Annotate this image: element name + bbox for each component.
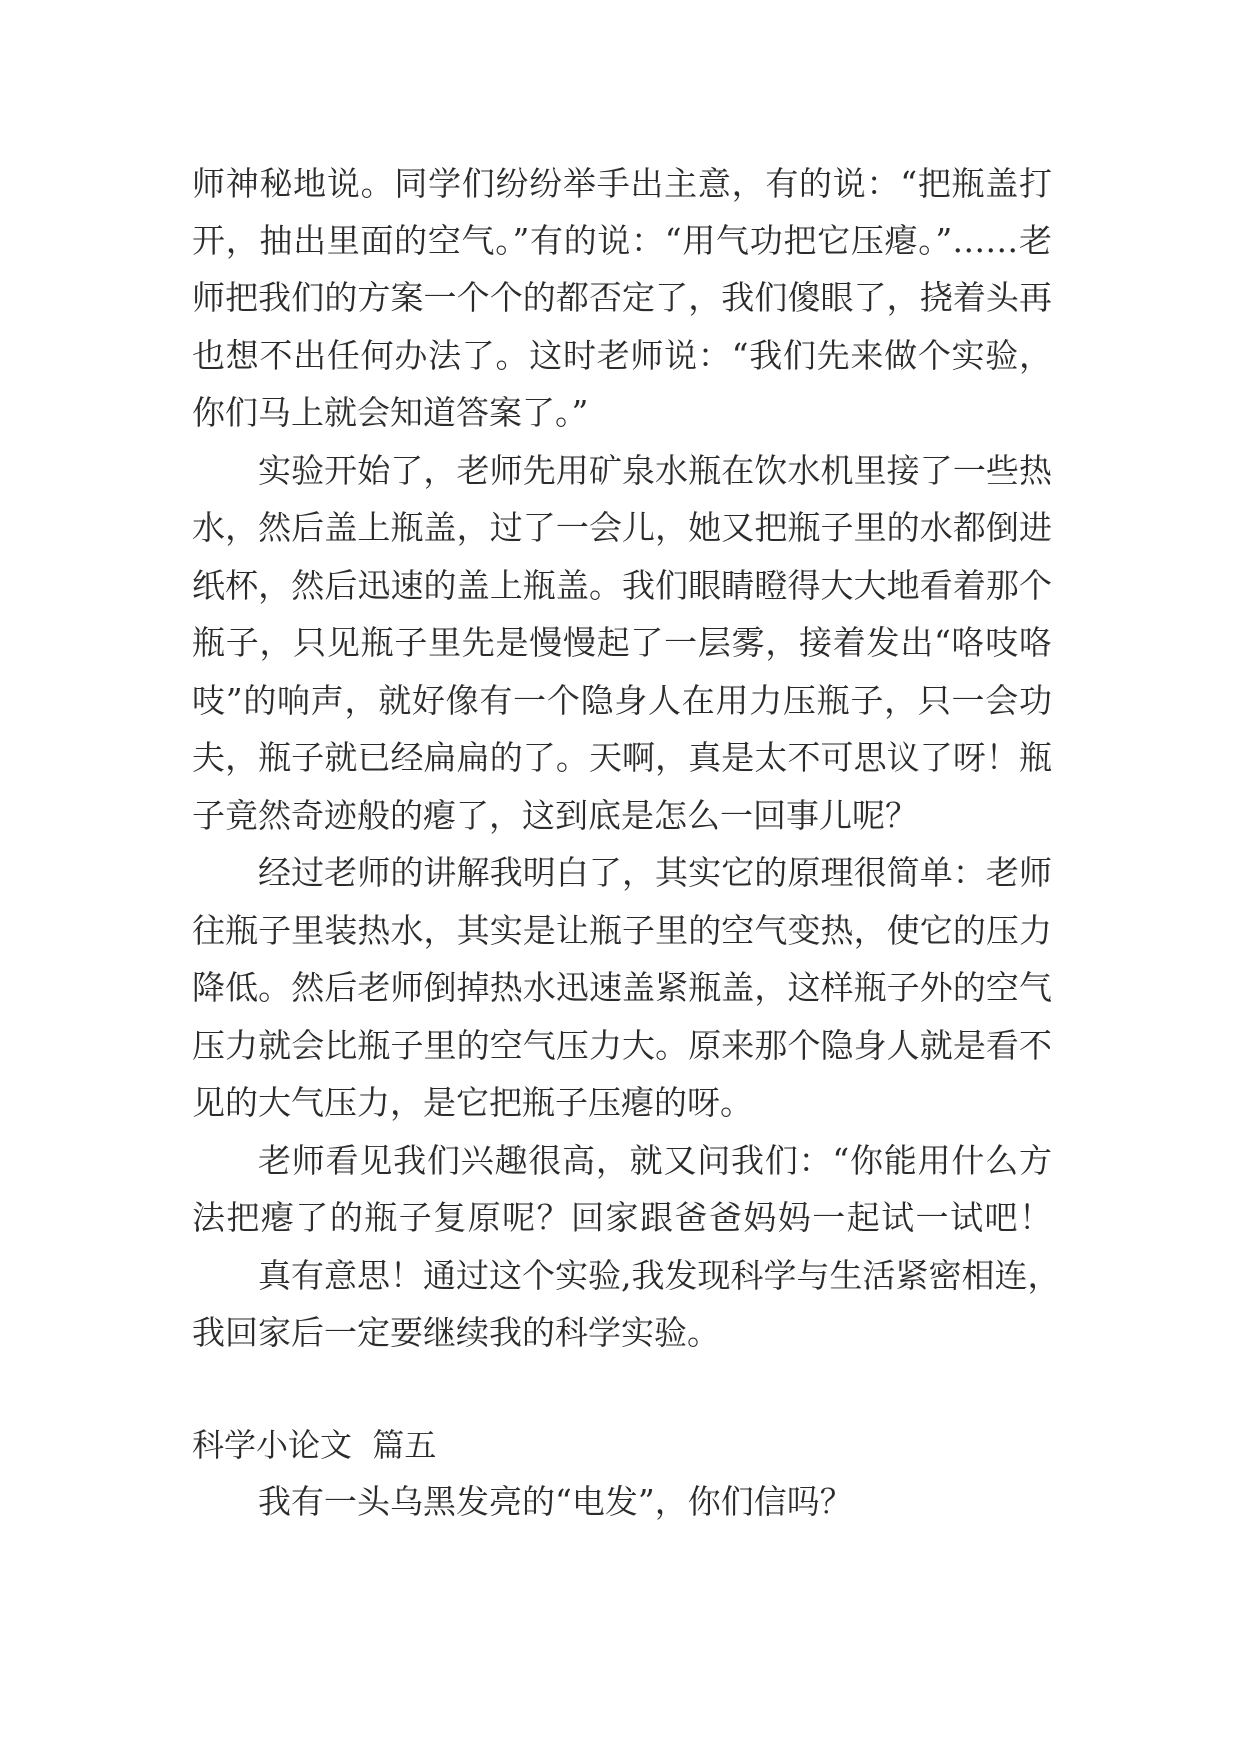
paragraph-4-line-2: 法把瘪了的瓶子复原呢？回家跟爸爸妈妈一起试一试吧！ — [192, 1198, 1052, 1237]
paragraph-3-line-4: 压力就会比瓶子里的空气压力大。原来那个隐身人就是看不 — [192, 1026, 1052, 1065]
paragraph-3-line-2: 往瓶子里装热水，其实是让瓶子里的空气变热，使它的压力 — [192, 911, 1052, 950]
paragraph-3-line-3: 降低。然后老师倒掉热水迅速盖紧瓶盖，这样瓶子外的空气 — [192, 968, 1052, 1007]
paragraph-1-line-4: 也想不出任何办法了。这时老师说：“我们先来做个实验， — [192, 336, 1052, 375]
paragraph-5-line-1: 真有意思！通过这个实验,我发现科学与生活紧密相连， — [258, 1256, 1061, 1295]
paragraph-1-line-3: 师把我们的方案一个个的都否定了，我们傻眼了，挠着头再 — [192, 278, 1052, 317]
paragraph-2-line-7: 子竟然奇迹般的瘪了，这到底是怎么一回事儿呢？ — [192, 796, 918, 835]
paragraph-2-line-6: 夫，瓶子就已经扁扁的了。天啊，真是太不可思议了呀！瓶 — [192, 738, 1052, 777]
paragraph-4-line-1: 老师看见我们兴趣很高，就又问我们：“你能用什么方 — [258, 1141, 1052, 1180]
paragraph-1-line-5: 你们马上就会知道答案了。” — [192, 393, 589, 432]
paragraph-2-line-5: 吱”的响声，就好像有一个隐身人在用力压瓶子，只一会功 — [192, 681, 1052, 720]
paragraph-5-line-2: 我回家后一定要继续我的科学实验。 — [192, 1313, 720, 1352]
paragraph-2-line-1: 实验开始了，老师先用矿泉水瓶在饮水机里接了一些热 — [258, 451, 1052, 490]
paragraph-1-line-1: 师神秘地说。同学们纷纷举手出主意，有的说：“把瓶盖打 — [192, 164, 1052, 203]
paragraph-3-line-1: 经过老师的讲解我明白了，其实它的原理很简单：老师 — [258, 853, 1052, 892]
paragraph-3-line-5: 见的大气压力，是它把瓶子压瘪的呀。 — [192, 1083, 753, 1122]
paragraph-2-line-2: 水，然后盖上瓶盖，过了一会儿，她又把瓶子里的水都倒进 — [192, 508, 1052, 547]
section-heading: 科学小论文 篇五 — [192, 1426, 437, 1464]
paragraph-1-line-2: 开，抽出里面的空气。”有的说：“用气功把它压瘪。”……老 — [192, 221, 1052, 260]
paragraph-2-line-4: 瓶子，只见瓶子里先是慢慢起了一层雾，接着发出“咯吱咯 — [192, 623, 1052, 662]
paragraph-6-line-1: 我有一头乌黑发亮的“电发”，你们信吗？ — [258, 1482, 853, 1521]
paragraph-2-line-3: 纸杯，然后迅速的盖上瓶盖。我们眼睛瞪得大大地看着那个 — [192, 566, 1052, 605]
